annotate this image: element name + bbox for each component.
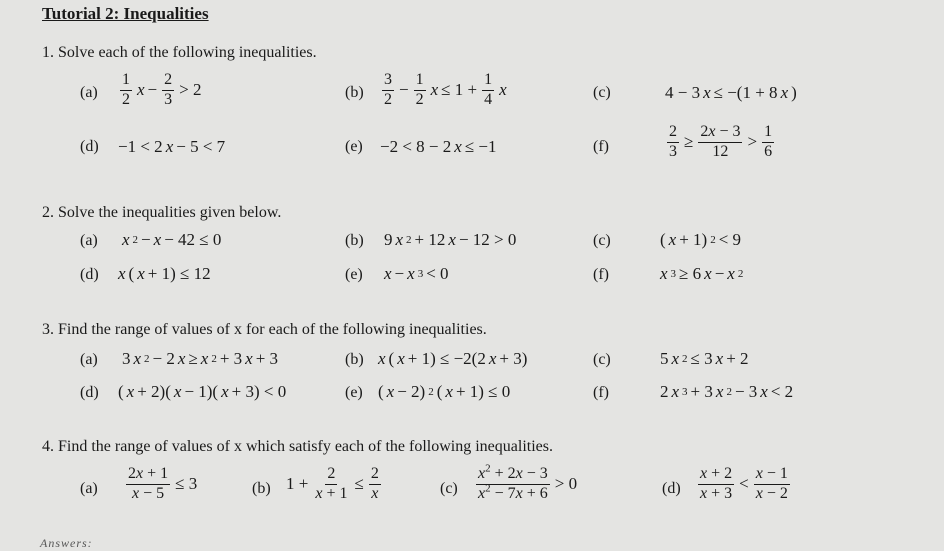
q3-c-inequality: 5 x 2 ≤ 3 x + 2: [660, 349, 749, 368]
q4-label-d: (d): [662, 480, 681, 497]
q1-b-inequality: $\frac{3}{2}$ − $\frac{1}{2}$ x ≤ 1 + $\frac{1}{4}$ x: [384, 71, 507, 108]
q3-b-inequality: x ( x + 1) ≤ −2(2 x + 3): [378, 349, 528, 368]
q3-d-inequality: ( x + 2)( x − 1)( x + 3) < 0: [118, 382, 287, 401]
q1-label-f: (f): [593, 138, 609, 155]
q4-label-b: (b): [252, 480, 271, 497]
q1-a-inequality: $\frac{1}{2}$ x − $\frac{2}{3}$ > 2: [122, 71, 202, 108]
worksheet-title: Tutorial 2: Inequalities: [42, 4, 209, 23]
q3-f-inequality: 2 x 3 + 3 x 2 − 3 x < 2: [660, 382, 794, 401]
q4-d-inequality: $\frac{x + 2}{x + 3}$ < $\frac{x - 1}{x - 2}$: [700, 465, 788, 502]
q1-label-c: (c): [593, 84, 611, 101]
q2-label-b: (b): [345, 232, 364, 249]
q3-label-e: (e): [345, 384, 363, 401]
q2-label-c: (c): [593, 232, 611, 249]
q2-label-f: (f): [593, 266, 609, 283]
q1-c-inequality: 4 − 3 x ≤ −(1 + 8 x ): [665, 83, 797, 102]
q3-a-inequality: 3 x 2 − 2 x ≥ x 2 + 3 x + 3: [122, 349, 279, 368]
q1-label-e: (e): [345, 138, 363, 155]
q1-label-d: (d): [80, 138, 99, 155]
q2-a-inequality: x 2 − x − 42 ≤ 0: [122, 230, 222, 249]
q2-f-inequality: x 3 ≥ 6 x − x 2: [660, 264, 744, 283]
q2-label-a: (a): [80, 232, 98, 249]
q2-b-inequality: 9 x 2 + 12 x − 12 > 0: [384, 230, 517, 249]
question-2-prompt: 2. Solve the inequalities given below.: [42, 204, 282, 221]
question-1-prompt: 1. Solve each of the following inequalities.: [42, 44, 317, 61]
q3-label-d: (d): [80, 384, 99, 401]
q1-e-inequality: −2 < 8 − 2 x ≤ −1: [380, 137, 497, 156]
q1-label-b: (b): [345, 84, 364, 101]
q2-label-d: (d): [80, 266, 99, 283]
q2-e-inequality: x − x 3 < 0: [384, 264, 449, 283]
q4-b-inequality: 1 + $\frac{2}{x + 1}$ ≤ $\frac{2}{x}$: [286, 465, 379, 502]
question-3-prompt: 3. Find the range of values of x for each of the following inequalities.: [42, 321, 487, 338]
q1-d-inequality: −1 < 2 x − 5 < 7: [118, 137, 226, 156]
q2-d-inequality: x ( x + 1) ≤ 12: [118, 264, 211, 283]
q3-label-b: (b): [345, 351, 364, 368]
q4-c-inequality: $\frac{x^2 + 2x - 3}{x^2 - 7x + 6}$ > 0: [478, 462, 578, 502]
q3-e-inequality: ( x − 2) 2 ( x + 1) ≤ 0: [378, 382, 511, 401]
q1-f-inequality: $\frac{2}{3}$ ≥ $\frac{2x - 3}{12}$ > $\frac{1}{6}$: [669, 123, 773, 160]
q4-label-c: (c): [440, 480, 458, 497]
q2-c-inequality: ( x + 1) 2 < 9: [660, 230, 742, 249]
q4-a-inequality: $\frac{2x + 1}{x - 5}$ ≤ 3: [128, 465, 198, 502]
q1-label-a: (a): [80, 84, 98, 101]
answers-heading: Answers:: [40, 536, 93, 550]
question-4-prompt: 4. Find the range of values of x which satisfy each of the following inequalities.: [42, 438, 553, 455]
q3-label-f: (f): [593, 384, 609, 401]
q2-label-e: (e): [345, 266, 363, 283]
q4-label-a: (a): [80, 480, 98, 497]
q3-label-c: (c): [593, 351, 611, 368]
q3-label-a: (a): [80, 351, 98, 368]
